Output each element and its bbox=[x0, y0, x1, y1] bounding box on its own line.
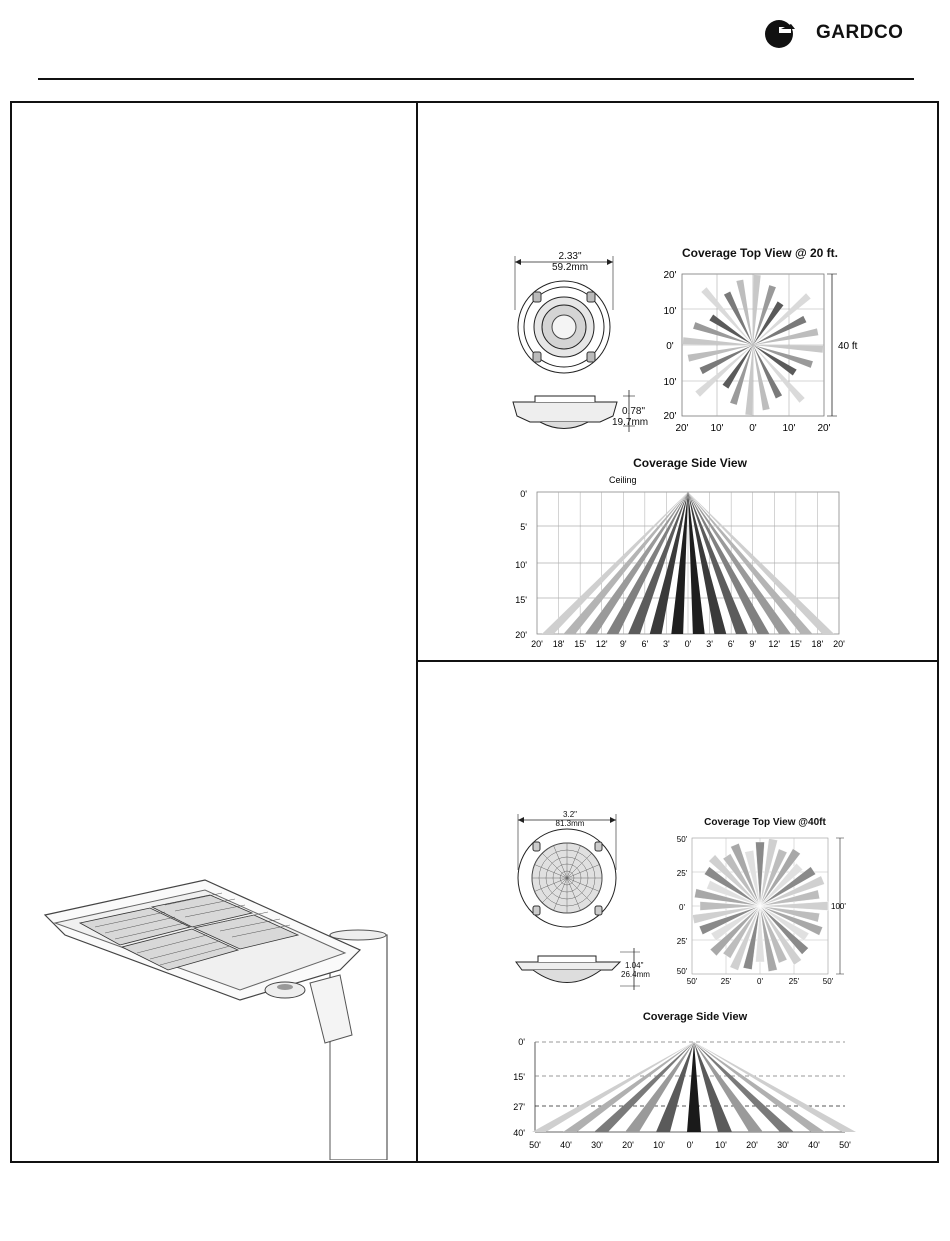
s1-top-ytick-3: 10' bbox=[663, 377, 677, 388]
s1-side-ytick-4: 20' bbox=[515, 630, 527, 640]
s2-top-ytick-4: 50' bbox=[676, 967, 688, 976]
s2-side-xtick: 0' bbox=[686, 1140, 694, 1150]
coverage-wedge bbox=[694, 1042, 825, 1132]
coverage-wedge bbox=[563, 1042, 694, 1132]
s2-top-ytick-1: 25' bbox=[676, 869, 688, 878]
s1-side-ytick-3: 15' bbox=[515, 595, 527, 605]
sensor2-top-view-title: Coverage Top View @40ft bbox=[704, 817, 826, 828]
sensor2-height-in: 1.04" bbox=[625, 961, 644, 970]
s2-side-xtick: 30' bbox=[777, 1140, 789, 1150]
sensor1-height-in: 0.78" bbox=[622, 406, 646, 417]
s2-side-ytick-2: 27' bbox=[513, 1102, 525, 1112]
s1-side-xtick: 15' bbox=[789, 639, 802, 649]
s2-top-ytick-2: 0' bbox=[679, 903, 685, 912]
sensor1-height-mm: 19.7mm bbox=[612, 417, 649, 428]
sensor2-height-mm: 26.4mm bbox=[621, 970, 650, 979]
sensor1-side-view-chart bbox=[505, 472, 855, 652]
s1-side-xtick: 12' bbox=[595, 639, 608, 649]
s2-side-xtick: 10' bbox=[653, 1140, 665, 1150]
sensor2-width-in: 3.2" bbox=[563, 810, 577, 819]
s2-side-xtick: 20' bbox=[746, 1140, 758, 1150]
s2-top-span: 100' bbox=[831, 902, 846, 911]
row-divider bbox=[416, 660, 939, 662]
sensor1-width-in: 2.33" bbox=[558, 251, 582, 262]
s1-side-xtick: 3' bbox=[663, 639, 670, 649]
s2-top-xtick-2: 0' bbox=[757, 977, 763, 986]
sensor2-width-label bbox=[540, 810, 600, 828]
s1-side-ytick-1: 5' bbox=[520, 522, 527, 532]
s1-side-ytick-2: 10' bbox=[515, 560, 527, 570]
s1-side-xtick: 12' bbox=[768, 639, 781, 649]
sensor1-top-view-title: Coverage Top View @ 20 ft. bbox=[682, 246, 838, 260]
s1-top-xtick-3: 10' bbox=[782, 423, 796, 434]
area-light-fixture-illustration bbox=[40, 875, 400, 1160]
sensor2-side-view-chart bbox=[505, 1030, 860, 1156]
s2-top-xtick-0: 50' bbox=[686, 977, 698, 986]
s2-top-xtick-3: 25' bbox=[788, 977, 800, 986]
s1-top-xtick-2: 0' bbox=[749, 423, 757, 434]
s1-side-xtick: 0' bbox=[684, 639, 692, 649]
s2-top-xtick-1: 25' bbox=[720, 977, 732, 986]
s1-side-ytick-0: 0' bbox=[520, 489, 527, 499]
s2-top-ytick-3: 25' bbox=[676, 937, 688, 946]
sensor1-width-label bbox=[540, 251, 600, 273]
s1-side-xtick: 20' bbox=[833, 639, 845, 649]
s1-top-ytick-2: 0' bbox=[666, 341, 674, 352]
s1-top-ytick-1: 10' bbox=[663, 306, 677, 317]
sensor2-width-mm: 81.3mm bbox=[555, 819, 585, 828]
s2-side-xtick: 30' bbox=[591, 1140, 603, 1150]
brand-name: GARDCO bbox=[816, 22, 904, 43]
s1-top-xtick-0: 20' bbox=[675, 423, 689, 434]
s2-side-xtick: 40' bbox=[808, 1140, 820, 1150]
s1-ceiling-label: Ceiling bbox=[609, 475, 637, 485]
s2-side-ytick-0: 0' bbox=[518, 1037, 525, 1047]
s1-top-xtick-4: 20' bbox=[817, 423, 831, 434]
sensor1-width-mm: 59.2mm bbox=[551, 262, 589, 273]
sensor2-side-view-title: Coverage Side View bbox=[642, 1011, 748, 1023]
s1-side-xtick: 9' bbox=[619, 639, 627, 649]
s1-side-xtick: 3' bbox=[706, 639, 713, 649]
s1-top-ytick-4: 20' bbox=[663, 411, 677, 422]
s2-side-ytick-1: 15' bbox=[513, 1072, 525, 1082]
s1-top-ytick-0: 20' bbox=[663, 270, 677, 281]
s2-side-xtick: 40' bbox=[560, 1140, 572, 1150]
header-rule bbox=[38, 78, 914, 80]
sensor1-top-view-chart bbox=[650, 262, 865, 442]
s1-side-xtick: 18' bbox=[811, 639, 824, 649]
column-divider bbox=[416, 101, 418, 1163]
s1-top-xtick-1: 10' bbox=[710, 423, 724, 434]
sensor1-side-view-title: Coverage Side View bbox=[633, 456, 747, 470]
s2-side-xtick: 50' bbox=[839, 1140, 851, 1150]
s1-top-span: 40 ft bbox=[838, 341, 858, 352]
sensor1-height-label bbox=[612, 406, 648, 428]
s2-side-xtick: 50' bbox=[529, 1140, 541, 1150]
s2-top-ytick-0: 50' bbox=[676, 835, 688, 844]
s1-side-xtick: 6' bbox=[727, 639, 735, 649]
s2-top-xtick-4: 50' bbox=[822, 977, 834, 986]
s2-side-ytick-3: 40' bbox=[513, 1128, 525, 1138]
s2-side-xtick: 10' bbox=[715, 1140, 727, 1150]
sensor2-top-view-chart bbox=[668, 830, 858, 990]
s1-side-xtick: 18' bbox=[552, 639, 565, 649]
s1-side-xtick: 20' bbox=[531, 639, 543, 649]
s1-side-xtick: 6' bbox=[641, 639, 649, 649]
sensor2-height-label bbox=[621, 961, 650, 979]
s1-side-xtick: 15' bbox=[574, 639, 587, 649]
s2-side-xtick: 20' bbox=[622, 1140, 634, 1150]
s1-side-xtick: 9' bbox=[749, 639, 757, 649]
